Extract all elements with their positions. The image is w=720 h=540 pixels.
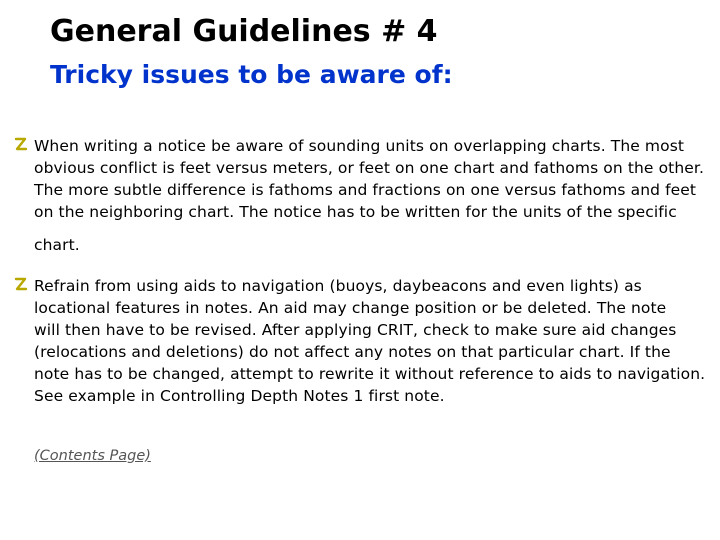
bullet-text-line: When writing a notice be aware of sounding units on overlapping charts. The most — [34, 137, 685, 155]
bullet-text-line: locational features in notes. An aid may change position or be deleted. The note — [34, 299, 667, 317]
bullet-text-line: The more subtle difference is fathoms and fractions on one versus fathoms and feet — [34, 181, 697, 199]
contents-page-link[interactable]: (Contents Page) — [34, 448, 151, 464]
bullet-text-line: chart. — [34, 236, 80, 254]
bullet-text-line: on the neighboring chart. The notice has to be written for the units of the specific — [34, 203, 677, 221]
page-subtitle: Tricky issues to be aware of: — [50, 60, 453, 89]
bullet-text-line: See example in Controlling Depth Notes 1 first note. — [34, 387, 445, 405]
z-bullet-icon — [14, 276, 28, 292]
bullet-text-line: obvious conflict is feet versus meters, or feet on one chart and fathoms on the other. — [34, 159, 704, 177]
bullet-text-line: note has to be changed, attempt to rewrite it without reference to aids to navigation. — [34, 365, 706, 383]
bullet-text-line: will then have to be revised. After applying CRIT, check to make sure aid changes — [34, 321, 677, 339]
bullet-text-line: (relocations and deletions) do not affect any notes on that particular chart. If the — [34, 343, 671, 361]
z-bullet-icon — [14, 136, 28, 152]
page-title: General Guidelines # 4 — [50, 14, 438, 49]
bullet-text-line: Refrain from using aids to navigation (buoys, daybeacons and even lights) as — [34, 277, 642, 295]
